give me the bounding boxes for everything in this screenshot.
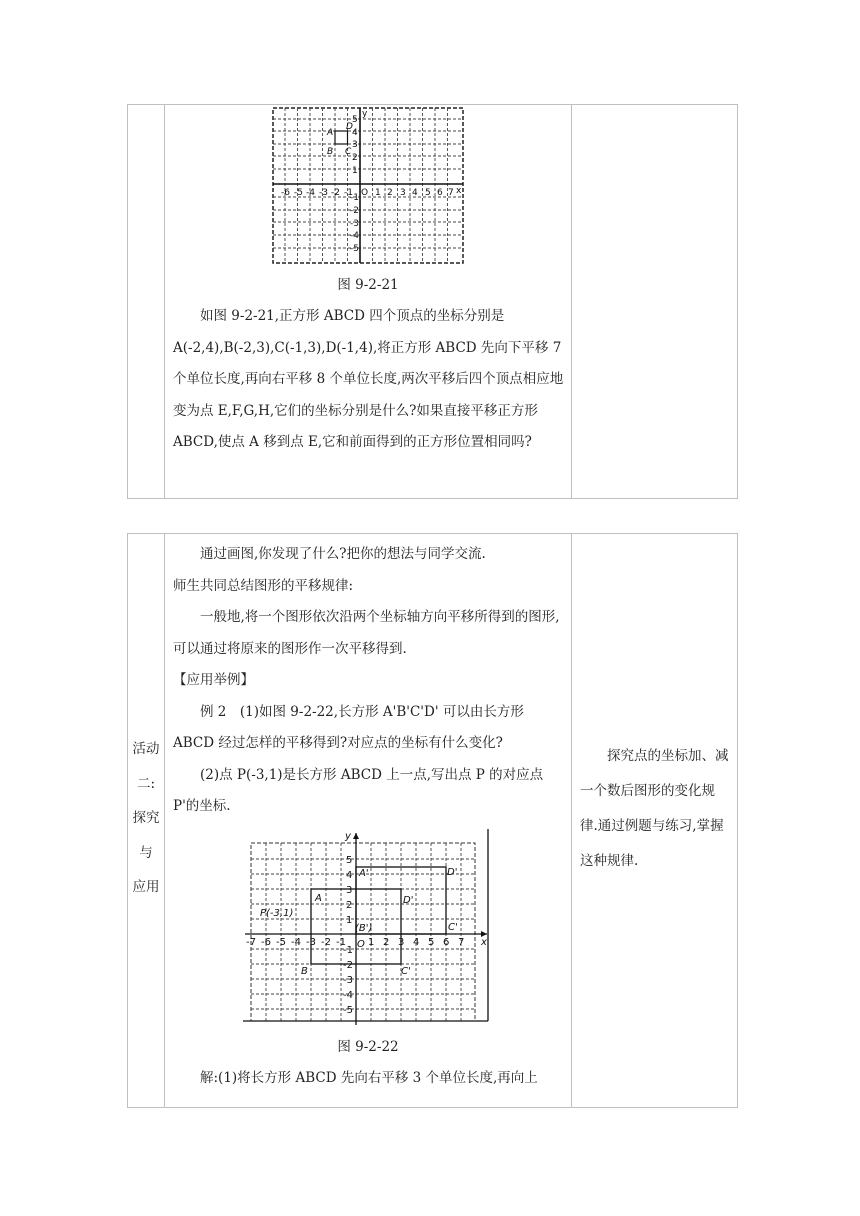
y-tick: -1 <box>350 193 359 203</box>
paragraph: 一般地,将一个图形依次沿两个坐标轴方向平移所得到的图形,可以通过将原来的图形作一次平移得到. <box>173 609 560 657</box>
y-tick: 1 <box>346 914 353 926</box>
coordinate-figure-9-2-22 <box>243 829 493 1025</box>
x-tick: -6 <box>261 936 271 948</box>
lesson-table-2 <box>127 533 738 1108</box>
y-tick: -3 <box>343 974 353 986</box>
point-label-b-prime: (B') <box>355 922 373 934</box>
x-tick: 2 <box>387 188 393 198</box>
x-tick: -6 <box>281 188 290 198</box>
figure-caption: 图 9-2-22 <box>337 1038 399 1055</box>
lesson-table-1 <box>127 104 738 499</box>
figure-caption: 图 9-2-21 <box>337 277 399 293</box>
x-tick: -2 <box>321 936 331 948</box>
y-tick: -5 <box>343 1004 353 1016</box>
paragraph: 通过画图,你发现了什么?把你的想法与同学交流. <box>200 546 486 562</box>
x-tick: 7 <box>448 188 454 198</box>
x-tick: -4 <box>306 188 315 198</box>
y-tick: 5 <box>352 115 358 125</box>
y-tick: -2 <box>350 206 359 216</box>
x-tick: 4 <box>413 936 420 948</box>
point-label-a: A <box>315 892 322 904</box>
x-tick: 6 <box>443 936 450 948</box>
origin-label: O <box>357 938 365 950</box>
x-tick: -7 <box>246 936 256 948</box>
origin-label: O <box>361 188 369 198</box>
point-label-b: B <box>327 147 334 157</box>
teaching-note: 探究点的坐标加、减一个数后图形的变化规律.通过例题与练习,掌握这种规律. <box>580 748 729 869</box>
point-label-c: C <box>345 147 352 157</box>
y-tick: 4 <box>352 128 358 138</box>
y-tick: -5 <box>350 244 359 254</box>
point-label-a-prime: A' <box>359 867 369 879</box>
point-label-c: C' <box>401 965 411 977</box>
x-tick: -1 <box>344 188 353 198</box>
x-tick: -5 <box>294 188 303 198</box>
activity-label-line: 应用 <box>132 879 160 895</box>
activity-label-line: 探究 <box>132 810 160 826</box>
y-tick: -4 <box>343 989 353 1001</box>
point-label-b: B <box>301 965 308 977</box>
x-tick: 2 <box>383 936 390 948</box>
y-tick: 1 <box>352 166 358 176</box>
activity-label-line: 活动 <box>132 741 160 757</box>
note-cell <box>572 534 738 1108</box>
x-tick: 1 <box>375 188 381 198</box>
point-label-a: A <box>327 128 334 138</box>
section-heading: 【应用举例】 <box>173 672 254 688</box>
problem-paragraph: 如图 9-2-21,正方形 ABCD 四个顶点的坐标分别是 A(-2,4),B(-2,3),C(-1,3),D(-1,4),将正方形 ABCD 先向下平移 7 个单位长度,再向右平移 8 个单位长度,两次平移后四个顶点相应地变为点 E,F,G,H,它们的坐标分别是什么?如果直接平移正方形 ABCD,使点 A 移到点 E,它和前面得到的正方形位置相同吗? <box>173 308 564 450</box>
x-tick: 6 <box>437 188 443 198</box>
x-tick: -1 <box>336 936 346 948</box>
y-tick: 3 <box>352 140 358 150</box>
y-axis-label: y <box>362 109 368 119</box>
content-cell <box>165 105 572 499</box>
x-tick: 1 <box>368 936 375 948</box>
y-tick: 2 <box>352 153 358 163</box>
x-axis-label: x <box>481 936 487 948</box>
point-label-p: P(-3,1) <box>260 907 294 919</box>
y-tick: -2 <box>343 959 353 971</box>
y-tick: -3 <box>350 219 359 229</box>
y-tick: -1 <box>343 944 353 956</box>
x-tick: 3 <box>398 936 405 948</box>
point-label-d: D <box>346 122 353 132</box>
paragraph: 师生共同总结图形的平移规律: <box>173 577 354 594</box>
left-cell-empty <box>128 105 165 499</box>
coordinate-figure-9-2-21 <box>272 107 464 265</box>
x-tick: -4 <box>291 936 301 948</box>
x-tick: -3 <box>319 188 328 198</box>
x-tick: 5 <box>425 188 431 198</box>
y-axis-label: y <box>345 830 351 842</box>
x-tick: 3 <box>400 188 406 198</box>
paragraph: (2)点 P(-3,1)是长方形 ABCD 上一点,写出点 P 的对应点 P'的坐标. <box>173 766 544 814</box>
x-tick: -2 <box>331 188 340 198</box>
x-tick: -3 <box>306 936 316 948</box>
x-tick: 5 <box>428 936 435 948</box>
x-tick: -5 <box>276 936 286 948</box>
y-tick: 3 <box>346 884 353 896</box>
right-cell-empty <box>572 105 738 499</box>
solution-paragraph: 解:(1)将长方形 ABCD 先向右平移 3 个单位长度,再向上 <box>200 1069 538 1086</box>
x-tick: 4 <box>412 188 418 198</box>
y-tick: -4 <box>350 231 359 241</box>
x-tick: 7 <box>458 936 465 948</box>
y-tick: 5 <box>346 854 353 866</box>
point-label-d: D' <box>403 894 414 906</box>
activity-label-line: 二: <box>136 775 156 792</box>
content-cell <box>165 534 572 1108</box>
x-axis-label: x <box>456 186 462 196</box>
activity-label-line: 与 <box>139 844 153 861</box>
y-tick: 2 <box>346 899 353 911</box>
point-label-c-prime: C' <box>448 921 458 933</box>
y-tick: 4 <box>346 869 353 881</box>
paragraph: 例 2 (1)如图 9-2-22,长方形 A'B'C'D' 可以由长方形 ABCD 经过怎样的平移得到?对应点的坐标有什么变化? <box>173 703 524 751</box>
activity-label-cell <box>128 534 165 1108</box>
point-label-d-prime: D' <box>447 866 458 878</box>
